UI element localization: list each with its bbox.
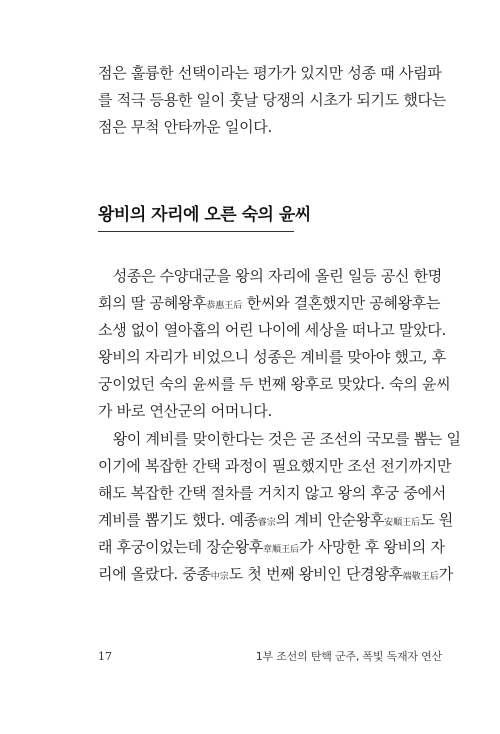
body-paragraph-1 — [98, 263, 451, 425]
text-line: 궁이었던 숙의 윤씨를 두 번째 왕후로 맞았다. 숙의 윤씨 — [98, 375, 451, 393]
text-line: 해도 복잡한 간택 절차를 거치지 않고 왕의 후궁 중에서 — [98, 484, 446, 502]
text-segment: 왕이 계비를 맞이한다는 것은 곧 조선의 국모를 뽑는 일 — [112, 430, 461, 448]
text-segment: 도 원 — [420, 511, 453, 529]
hanja-annotation: 中宗 — [210, 572, 229, 582]
text-segment: 가 — [438, 565, 453, 583]
text-line: 이기에 복잡한 간택 과정이 필요했지만 조선 전기까지만 — [98, 457, 452, 475]
text-segment: 리에 올랐다. 중종 — [98, 565, 211, 583]
body-paragraph-2 — [98, 426, 461, 588]
intro-paragraph — [98, 60, 446, 141]
text-line — [98, 426, 461, 453]
text-segment: 계비를 뽑기도 했다. 예종 — [98, 511, 258, 529]
text-segment: 한씨와 결혼했지만 공혜왕후는 — [242, 294, 441, 312]
text-line — [98, 561, 453, 588]
text-segment: 성종은 수양대군을 왕의 자리에 올린 일등 공신 한명 — [112, 267, 442, 285]
hanja-annotation: 恭惠王后 — [206, 301, 243, 311]
text-segment: 래 후궁이었는데 장순왕후 — [98, 538, 264, 556]
page-number: 17 — [98, 650, 112, 663]
hanja-annotation: 章順王后 — [263, 545, 300, 555]
text-segment: 도 첫 번째 왕비인 단경왕후 — [228, 565, 403, 583]
hanja-annotation: 睿宗 — [257, 518, 276, 528]
text-line: 를 적극 등용한 일이 훗날 당쟁의 시초가 되기도 했다는 — [98, 91, 446, 109]
text-line: 점은 훌륭한 선택이라는 평가가 있지만 성종 때 사림파 — [98, 64, 442, 82]
text-segment: 회의 딸 공혜왕후 — [98, 294, 207, 312]
text-line — [98, 534, 445, 561]
hanja-annotation: 安順王后 — [384, 518, 421, 528]
text-line — [98, 507, 453, 534]
text-line: 왕비의 자리가 비었으니 성종은 계비를 맞아야 했고, 후 — [98, 348, 446, 366]
text-segment: 가 사망한 후 왕비의 자 — [299, 538, 445, 556]
text-segment: 의 계비 안순왕후 — [275, 511, 385, 529]
text-line: 가 바로 연산군의 어머니다. — [98, 402, 272, 420]
hanja-annotation: 端敬王后 — [402, 572, 439, 582]
text-line: 점은 무척 안타까운 일이다. — [98, 118, 272, 136]
text-line — [98, 290, 441, 317]
running-title: 1부 조선의 탄핵 군주, 폭빛 독재자 연산 — [255, 650, 442, 663]
text-line — [98, 263, 442, 290]
section-heading: 왕비의 자리에 오른 숙의 윤씨 — [98, 202, 294, 232]
text-line: 소생 없이 열아홉의 어린 나이에 세상을 떠나고 말았다. — [98, 321, 446, 339]
